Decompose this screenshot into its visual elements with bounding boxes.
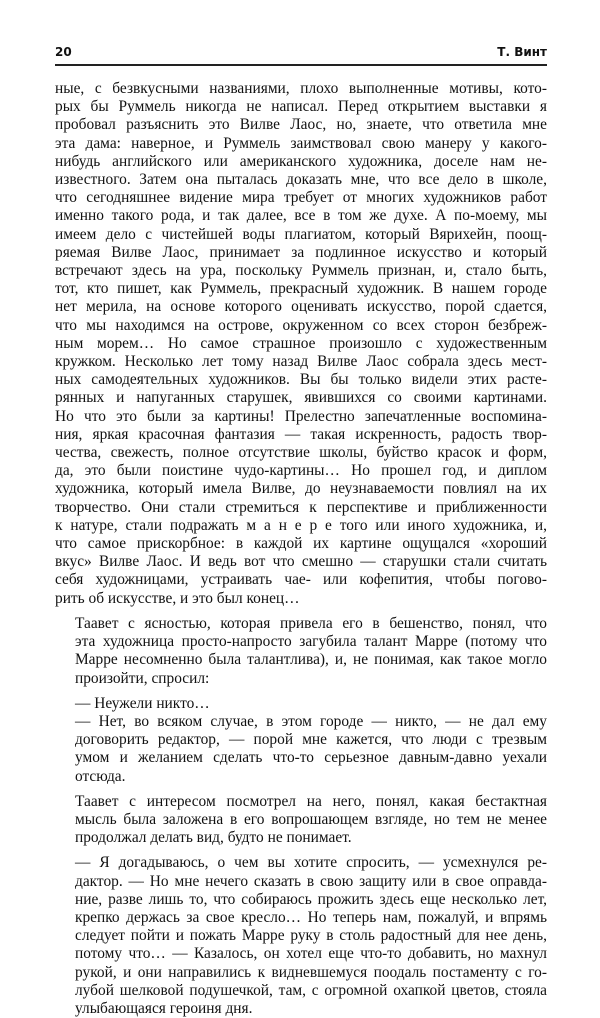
text-line: пробовал разъяснить это Вилве Лаос, но, знаете, что ответила мне (55, 116, 547, 134)
running-header (55, 45, 547, 63)
text-line: Таавет с ясностью, которая привела его в бешенство, понял, что (75, 614, 547, 632)
paragraph (55, 713, 547, 786)
text-line: договорить редактор, — порой мне кажется, что люди с трезвым (75, 731, 547, 749)
text-line: Марре несомненно была талантлива), и, не понимая, как такое могло (75, 651, 547, 669)
text-line: вкус» Вилве Лаос. И ведь вот что смешно — старушки стали считать (55, 553, 547, 571)
text-line: художника, который имела Вилве, до неузнаваемости повлиял на их (55, 480, 547, 498)
text-line: ние, разве лишь то, что собираюсь прожить здесь еще несколько лет, (75, 890, 547, 908)
paragraph (55, 695, 547, 713)
text-line: умом и желанием сделать что-то серьезное давным-давно уехали (75, 749, 547, 767)
text-line: — Нет, во всяком случае, в этом городе — никто, — не дал ему (75, 712, 547, 730)
text-line: продолжал делать вид, будто не понимает. (75, 829, 352, 847)
text-line: встречают здесь на ура, поскольку Руммель признан, и, стало быть, (55, 262, 547, 280)
text-line: ные, с безвкусными названиями, плохо выполненные мотивы, кото- (55, 80, 547, 97)
text-line: Но что это были за картины! Прелестно запечатленные воспомина- (55, 407, 547, 425)
text-line: Таавет с интересом посмотрел на него, понял, какая бестактная (75, 792, 547, 810)
paragraph (55, 793, 547, 848)
paragraph (55, 854, 547, 1018)
text-line: мысль была заложена в его вопрошающем взгляде, но тем не менее (75, 810, 547, 828)
text-line: рянных и напуганных старушек, явившихся со своими картинами. (55, 389, 547, 407)
text-line: рых бы Руммель никогда не написал. Перед открытием выставки я (55, 98, 547, 116)
text-line: что сегодняшнее видение мира требует от многих художников работ (55, 189, 547, 207)
running-author: Т. Винт (497, 45, 547, 59)
text-line: нет мерила, на основе которого оценивать искусство, порой сдается, (55, 298, 547, 316)
body-text (55, 80, 547, 1018)
page-number: 20 (55, 45, 72, 59)
text-line: потому что… — Казалось, он хотел еще что-то добавить, но махнул (75, 945, 547, 963)
text-line: дактор. — Но мне нечего сказать в свою защиту или в свое оправда- (75, 872, 547, 890)
text-line: ряемая Вилве Лаос, принимает за подлинное искусство и который (55, 243, 547, 261)
text-line: эта дама: наверное, и Руммель заимствовал свою манеру у какого- (55, 134, 547, 152)
text-line: эта художница просто-напросто загубила талант Марре (потому что (75, 633, 547, 651)
text-line: отсюда. (75, 767, 126, 785)
text-line: себя художницами, устраивать чае- или кофепития, чтобы погово- (55, 571, 547, 589)
header-rule (55, 64, 547, 66)
text-line: улыбающаяся героиня дня. (75, 999, 253, 1017)
text-line: к натуре, стали подражать м а н е р е того или иного художника, и, (55, 516, 547, 534)
text-line: тот, кто пишет, как Руммель, прекрасный художник. В нашем городе (55, 280, 547, 298)
text-line: рить об искусстве, и это был конец… (55, 589, 300, 607)
paragraph (55, 80, 547, 608)
text-line: что самое прискорбное: в каждой их картине ощущался «хороший (55, 535, 547, 553)
text-line: да, это были поистине чудо-картины… Но прошел год, и диплом (55, 462, 547, 480)
text-line: творчество. Они стали стремиться к перспективе и приближенности (55, 498, 547, 516)
text-line: ния, яркая красочная фантазия — такая искренность, радость твор- (55, 425, 547, 443)
text-line: следует пойти и пожать Марре руку в столь радостный для нее день, (75, 927, 547, 945)
text-line: рукой, и они направились к видневшемуся поодаль постаменту с го- (75, 963, 547, 981)
text-line: известного. Затем она пыталась доказать мне, что все дело в школе, (55, 171, 547, 189)
paragraph (55, 615, 547, 688)
text-line: крепко держась за свое кресло… Но теперь нам, пожалуй, и впрямь (75, 908, 547, 926)
text-line: лубой шелковой подушечкой, там, с огромной охапкой цветов, стояла (75, 981, 547, 999)
text-line: — Я догадываюсь, о чем вы хотите спросить, — усмехнулся ре- (75, 854, 547, 872)
text-line: чества, свежесть, полное отсутствие школы, буйство красок и форм, (55, 444, 547, 462)
text-line: именно такого рода, и так далее, все в том же духе. А по-моему, мы (55, 207, 547, 225)
text-line: произойти, спросил: (75, 669, 210, 687)
text-line: — Неужели никто… (75, 694, 210, 712)
text-line: нибудь английского или американского художника, доселе нам не- (55, 152, 547, 170)
text-line: что мы находимся на острове, окруженном со всех сторон безбреж- (55, 316, 547, 334)
text-line: кружком. Несколько лет тому назад Вилве Лаос собрала здесь мест- (55, 353, 547, 371)
text-line: имеем дело с чистейшей воды плагиатом, который Вярихейн, поощ- (55, 225, 547, 243)
text-line: ных самодеятельных художников. Вы бы только видели этих расте- (55, 371, 547, 389)
text-line: ным морем… Но самое страшное произошло с художественным (55, 334, 547, 352)
